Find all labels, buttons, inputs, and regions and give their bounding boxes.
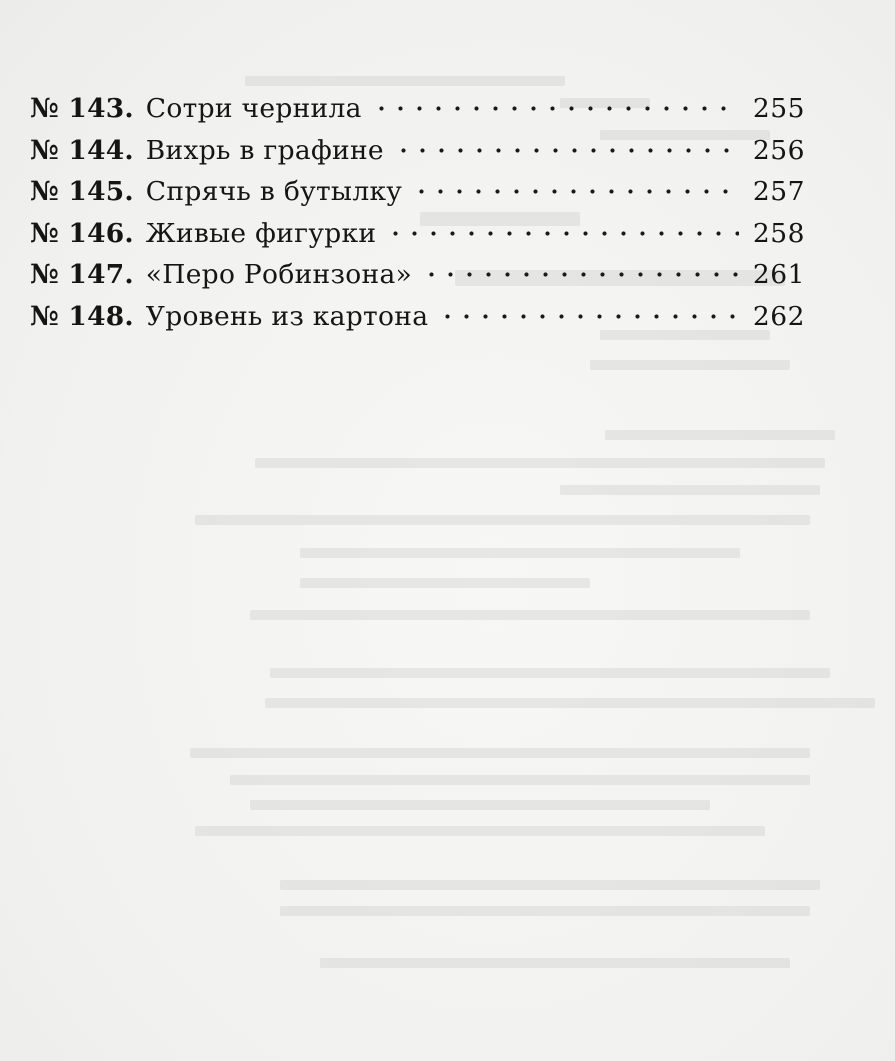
entry-page-number: 255 [752, 93, 805, 124]
toc-entry-143 [30, 88, 805, 130]
entry-page-number: 261 [752, 259, 805, 290]
entry-title: «Перо Робинзона» [145, 259, 413, 290]
entry-title: Сотри чернила [145, 93, 362, 124]
entry-number: № 147. [30, 259, 134, 290]
entry-number: № 146. [30, 217, 134, 249]
dot-leader [438, 298, 739, 325]
toc-entry-147 [30, 254, 805, 296]
entry-page-number: 256 [752, 134, 805, 166]
entry-title: Живые фигурки [145, 217, 377, 249]
toc-entry-144 [30, 130, 805, 172]
dot-leader [412, 174, 739, 201]
entry-page-number: 257 [752, 176, 805, 207]
toc-entry-146 [30, 213, 805, 255]
toc-entry-148 [30, 296, 805, 338]
dot-leader [394, 132, 739, 159]
entry-number: № 148. [30, 300, 134, 332]
entry-number: № 143. [30, 93, 134, 124]
dot-leader [422, 257, 739, 284]
table-of-contents [30, 88, 805, 337]
entry-title: Уровень из картона [145, 300, 429, 332]
toc-entry-145 [30, 171, 805, 213]
entry-page-number: 262 [752, 300, 805, 332]
entry-number: № 145. [30, 176, 134, 207]
entry-title: Вихрь в графине [145, 134, 384, 166]
dot-leader [372, 91, 739, 118]
dot-leader [386, 215, 739, 242]
entry-number: № 144. [30, 134, 134, 166]
entry-page-number: 258 [752, 217, 805, 249]
entry-title: Спрячь в бутылку [145, 176, 403, 207]
